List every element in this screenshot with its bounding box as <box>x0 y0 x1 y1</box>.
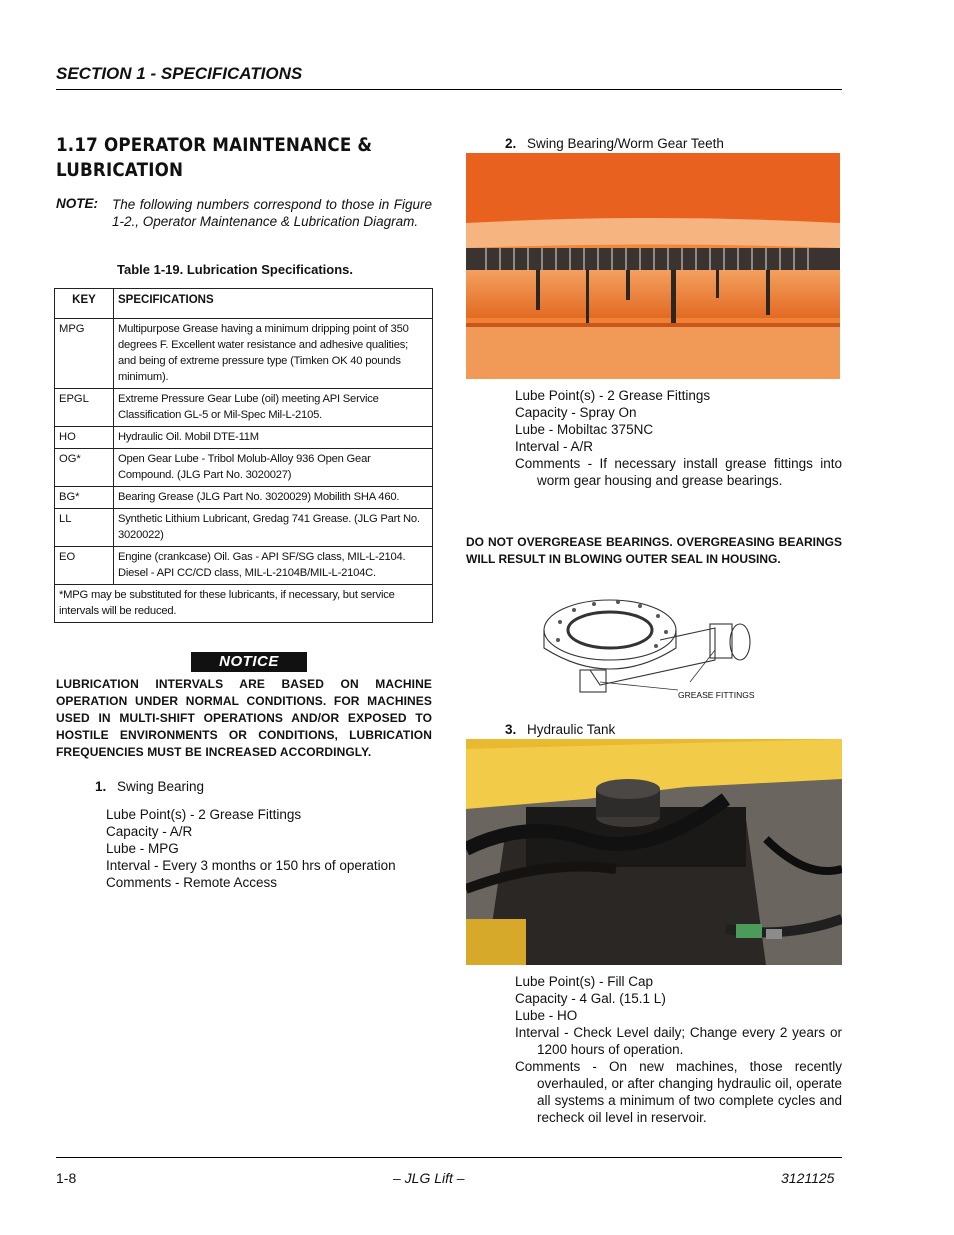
note-text: The following numbers correspond to those in Figure 1-2., Operator Maintenance & Lubrication Diagram. <box>112 197 432 229</box>
item-title-text: Swing Bearing <box>117 779 205 794</box>
document-number: 3121125 <box>781 1170 835 1186</box>
lubrication-spec-table <box>54 288 433 623</box>
item-title-text: Swing Bearing/Worm Gear Teeth <box>527 136 724 151</box>
table-row <box>55 389 433 427</box>
row-key: MPG <box>55 319 114 389</box>
table-footnote: *MPG may be substituted for these lubricants, if necessary, but service intervals will be reduced. <box>55 585 433 623</box>
table-header-row <box>55 289 433 319</box>
footer-brand: – JLG Lift – <box>393 1170 465 1186</box>
grease-fittings-diagram <box>540 590 770 702</box>
detail-line: Capacity - Spray On <box>515 405 637 420</box>
swing-bearing-gear-photo <box>466 153 840 379</box>
detail-line: Interval - A/R <box>515 439 594 454</box>
item-hydraulic-tank-title <box>505 722 615 737</box>
row-spec: Multipurpose Grease having a minimum dripping point of 350 degrees F. Excellent water resistance and adhesive qualities; and being of extreme pressure type (Timken OK 40 pounds minimum). <box>114 319 433 389</box>
detail-line: Comments - If necessary install grease fittings into worm gear housing and grease bearings. <box>515 456 842 488</box>
item-number: 3. <box>505 722 517 737</box>
table-caption: Table 1-19. Lubrication Specifications. <box>117 262 353 277</box>
row-key: LL <box>55 509 114 547</box>
row-spec: Synthetic Lithium Lubricant, Gredag 741 Grease. (JLG Part No. 3020022) <box>114 509 433 547</box>
row-spec: Extreme Pressure Gear Lube (oil) meeting API Service Classification GL-5 or Mil-Spec Mil-L-2105. <box>114 389 433 427</box>
table-row <box>55 319 433 389</box>
detail-line: Lube Point(s) - Fill Cap <box>515 974 654 989</box>
detail-line: Comments - Remote Access <box>106 875 278 890</box>
table-row <box>55 509 433 547</box>
notice-text: LUBRICATION INTERVALS ARE BASED ON MACHINE OPERATION UNDER NORMAL CONDITIONS. FOR MACHINES USED IN MULTI-SHIFT OPERATIONS AND/OR EXPOSED TO HOSTILE ENVIRONMENTS OR CONDITIONS, LUBRICATION FREQUENCIES MUST BE INCREASED ACCORDINGLY. <box>56 677 432 759</box>
row-spec: Hydraulic Oil. Mobil DTE-11M <box>114 427 433 449</box>
column-header-specifications: SPECIFICATIONS <box>114 289 433 319</box>
row-spec: Bearing Grease (JLG Part No. 3020029) Mobilith SHA 460. <box>114 487 433 509</box>
detail-line: Comments - On new machines, those recently overhauled, or after changing hydraulic oil, operate all systems a minimum of two complete cycles and recheck oil level in reservoir. <box>515 1059 842 1125</box>
row-spec: Engine (crankcase) Oil. Gas - API SF/SG class, MIL-L-2104. Diesel - API CC/CD class, MIL-L-2104B/MIL-L-2104C. <box>114 547 433 585</box>
section-header: SECTION 1 - SPECIFICATIONS <box>56 64 303 83</box>
table-row <box>55 487 433 509</box>
detail-line: Interval - Every 3 months or 150 hrs of operation <box>106 858 396 873</box>
table-row <box>55 449 433 487</box>
note-label: NOTE: <box>56 196 98 211</box>
page-number: 1-8 <box>56 1170 77 1186</box>
row-key: HO <box>55 427 114 449</box>
detail-line: Lube Point(s) - 2 Grease Fittings <box>106 807 302 822</box>
item-number: 2. <box>505 136 517 151</box>
worm-gear-details <box>515 387 842 489</box>
row-key: EPGL <box>55 389 114 427</box>
column-header-key: KEY <box>55 289 114 319</box>
detail-line: Lube - HO <box>515 1008 578 1023</box>
item-number: 1. <box>95 779 107 794</box>
item-title-text: Hydraulic Tank <box>527 722 616 737</box>
caution-text: DO NOT OVERGREASE BEARINGS. OVERGREASING BEARINGS WILL RESULT IN BLOWING OUTER SEAL IN HOUSING. <box>466 535 842 566</box>
row-key: BG* <box>55 487 114 509</box>
detail-line: Lube Point(s) - 2 Grease Fittings <box>515 388 711 403</box>
row-key: OG* <box>55 449 114 487</box>
detail-line: Capacity - 4 Gal. (15.1 L) <box>515 991 666 1006</box>
detail-line: Interval - Check Level daily; Change every 2 years or 1200 hours of operation. <box>515 1025 842 1057</box>
swing-bearing-details <box>106 806 426 891</box>
detail-line: Capacity - A/R <box>106 824 193 839</box>
header-rule <box>56 89 842 90</box>
item-worm-gear-title <box>505 136 724 151</box>
grease-fittings-label: GREASE FITTINGS <box>678 690 755 700</box>
hydraulic-tank-details <box>515 973 842 1126</box>
notice-badge: NOTICE <box>191 652 307 672</box>
table-footnote-row <box>55 585 433 623</box>
table-row <box>55 547 433 585</box>
hydraulic-tank-photo <box>466 739 842 965</box>
table-row <box>55 427 433 449</box>
item-swing-bearing-title <box>95 779 204 794</box>
row-spec: Open Gear Lube - Tribol Molub-Alloy 936 Open Gear Compound. (JLG Part No. 3020027) <box>114 449 433 487</box>
detail-line: Lube - MPG <box>106 841 179 856</box>
footer-rule <box>56 1157 842 1158</box>
section-title: 1.17 OPERATOR MAINTENANCE & LUBRICATION <box>56 134 373 181</box>
detail-line: Lube - Mobiltac 375NC <box>515 422 654 437</box>
row-key: EO <box>55 547 114 585</box>
